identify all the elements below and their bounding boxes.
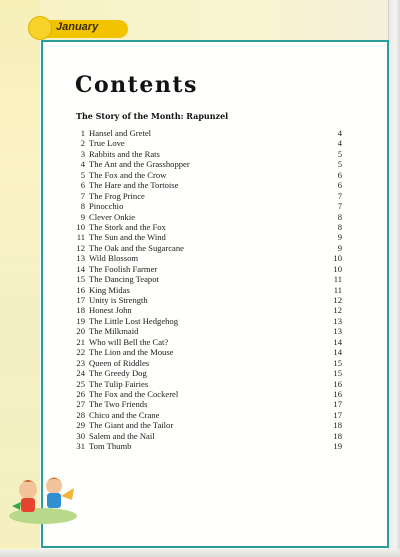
toc-story-title: The Giant and the Tailor xyxy=(89,420,174,431)
toc-number: 3 xyxy=(80,148,85,159)
toc-number: 22 xyxy=(76,347,85,358)
page-bottom-edge xyxy=(0,549,400,557)
toc-number: 31 xyxy=(76,441,85,452)
toc-page-number: 14 xyxy=(333,336,342,347)
toc-number: 28 xyxy=(76,409,85,420)
story-of-month: The Story of the Month: Rapunzel xyxy=(76,111,229,121)
toc-story-title: The Frog Prince xyxy=(89,190,145,201)
toc-story-title: The Stork and the Fox xyxy=(89,221,166,232)
toc-row xyxy=(70,358,342,368)
toc-page-number: 15 xyxy=(333,357,342,368)
toc-page-number: 11 xyxy=(333,274,342,285)
toc-number: 20 xyxy=(76,326,85,337)
toc-story-title: Unity is Strength xyxy=(89,295,148,305)
toc-page-number: 17 xyxy=(333,399,342,410)
toc-row xyxy=(70,264,342,274)
toc-story-title: Wild Blossom xyxy=(89,253,139,264)
toc-story-title: King Midas xyxy=(89,284,130,295)
toc-page-number: 10 xyxy=(333,263,342,274)
toc-row xyxy=(70,149,342,159)
toc-story-title: The Dancing Teapot xyxy=(89,274,159,285)
toc-page-number: 7 xyxy=(337,201,342,212)
toc-story-title: The Little Lost Hedgehog xyxy=(89,315,179,326)
toc-row xyxy=(70,191,342,201)
toc-story-title: The Tulip Fairies xyxy=(89,378,149,389)
toc-row xyxy=(70,399,342,409)
toc-row xyxy=(70,274,342,284)
toc-story-title: The Foolish Farmer xyxy=(89,263,158,274)
toc-row xyxy=(70,379,342,389)
toc-page-number: 4 xyxy=(337,138,342,149)
toc-number: 5 xyxy=(80,169,85,180)
toc-story-title: True Love xyxy=(89,138,125,149)
toc-row xyxy=(70,201,342,211)
toc-row xyxy=(70,212,342,222)
toc-page-number: 5 xyxy=(337,159,342,170)
toc-row xyxy=(70,316,342,326)
toc-number: 19 xyxy=(76,315,85,326)
toc-page-number: 17 xyxy=(333,409,342,420)
toc-page-number: 7 xyxy=(337,190,342,201)
toc-story-title: The Fox and the Cockerel xyxy=(89,388,179,399)
toc-number: 12 xyxy=(76,242,85,253)
toc-number: 16 xyxy=(76,284,85,295)
toc-story-title: Who will Bell the Cat? xyxy=(89,336,169,347)
toc-row xyxy=(70,128,342,138)
toc-number: 13 xyxy=(76,253,85,264)
toc-number: 10 xyxy=(76,221,85,232)
toc-number: 11 xyxy=(76,232,85,243)
toc-number: 6 xyxy=(80,180,85,191)
toc-story-title: The Ant and the Grasshopper xyxy=(89,159,190,170)
toc-story-title: Rabbits and the Rats xyxy=(89,148,160,159)
toc-page-number: 13 xyxy=(333,315,342,326)
toc-number: 26 xyxy=(76,388,85,399)
toc-row xyxy=(70,420,342,430)
toc-row xyxy=(70,243,342,253)
toc-row xyxy=(70,180,342,190)
month-tab-dot-icon xyxy=(28,16,52,40)
toc-page-number: 16 xyxy=(333,378,342,389)
toc-page-number: 16 xyxy=(333,388,342,399)
toc-page-number: 14 xyxy=(333,347,342,358)
toc-number: 30 xyxy=(76,430,85,441)
toc-story-title: Tom Thumb xyxy=(89,441,132,452)
page-title: Contents xyxy=(75,72,198,98)
toc-page-number: 12 xyxy=(333,305,342,316)
toc-number: 29 xyxy=(76,420,85,431)
toc-page-number: 4 xyxy=(337,128,342,138)
page-binding-edge xyxy=(388,0,400,557)
toc-page-number: 5 xyxy=(337,148,342,159)
toc-story-title: The Lion and the Mouse xyxy=(89,347,174,358)
toc-number: 1 xyxy=(80,128,85,138)
toc-row xyxy=(70,232,342,242)
toc-page-number: 8 xyxy=(337,221,342,232)
toc-row xyxy=(70,441,342,451)
toc-number: 25 xyxy=(76,378,85,389)
toc-number: 21 xyxy=(76,336,85,347)
toc-row xyxy=(70,326,342,336)
toc-story-title: The Milkmaid xyxy=(89,326,139,337)
toc-page-number: 6 xyxy=(337,169,342,180)
toc-row xyxy=(70,170,342,180)
toc-page-number: 19 xyxy=(333,441,342,452)
toc-row xyxy=(70,431,342,441)
toc-number: 9 xyxy=(80,211,85,222)
toc-row xyxy=(70,285,342,295)
toc-row xyxy=(70,253,342,263)
toc-number: 2 xyxy=(80,138,85,149)
toc-row xyxy=(70,138,342,148)
toc-page-number: 9 xyxy=(337,232,342,243)
toc-number: 14 xyxy=(76,263,85,274)
toc-story-title: Honest John xyxy=(89,305,132,316)
toc-story-title: The Two Friends xyxy=(89,399,148,410)
toc-row xyxy=(70,347,342,357)
toc-story-title: The Greedy Dog xyxy=(89,368,147,379)
contents-list xyxy=(70,128,342,452)
month-label: January xyxy=(56,21,99,33)
toc-story-title: Chico and the Crane xyxy=(89,409,160,420)
toc-number: 8 xyxy=(80,201,85,212)
toc-number: 15 xyxy=(76,274,85,285)
toc-story-title: Salem and the Nail xyxy=(89,430,155,441)
toc-number: 24 xyxy=(76,368,85,379)
toc-row xyxy=(70,337,342,347)
toc-page-number: 8 xyxy=(337,211,342,222)
toc-page-number: 11 xyxy=(333,284,342,295)
toc-row xyxy=(70,222,342,232)
toc-story-title: Clever Onkie xyxy=(89,211,136,222)
toc-story-title: The Fox and the Crow xyxy=(89,169,167,180)
toc-story-title: The Hare and the Tortoise xyxy=(89,180,179,191)
toc-number: 7 xyxy=(80,190,85,201)
toc-story-title: Pinocchio xyxy=(89,201,124,212)
toc-number: 23 xyxy=(76,357,85,368)
toc-row xyxy=(70,410,342,420)
toc-number: 27 xyxy=(76,399,85,410)
toc-page-number: 15 xyxy=(333,368,342,379)
toc-number: 18 xyxy=(76,305,85,316)
toc-row xyxy=(70,159,342,169)
toc-row xyxy=(70,295,342,305)
toc-story-title: The Oak and the Sugarcane xyxy=(89,242,184,253)
toc-story-title: The Sun and the Wind xyxy=(89,232,166,243)
toc-page-number: 9 xyxy=(337,242,342,253)
toc-story-title: Queen of Riddles xyxy=(89,357,150,368)
children-cartoon-illustration-icon xyxy=(6,466,80,526)
toc-page-number: 18 xyxy=(333,420,342,431)
toc-page-number: 10 xyxy=(333,253,342,264)
toc-page-number: 18 xyxy=(333,430,342,441)
toc-row xyxy=(70,389,342,399)
toc-row xyxy=(70,305,342,315)
toc-page-number: 13 xyxy=(333,326,342,337)
toc-page-number: 6 xyxy=(337,180,342,191)
toc-story-title: Hansel and Gretel xyxy=(89,128,152,138)
toc-page-number: 12 xyxy=(333,295,342,305)
toc-number: 4 xyxy=(80,159,85,170)
toc-row xyxy=(70,368,342,378)
toc-number: 17 xyxy=(76,295,85,305)
